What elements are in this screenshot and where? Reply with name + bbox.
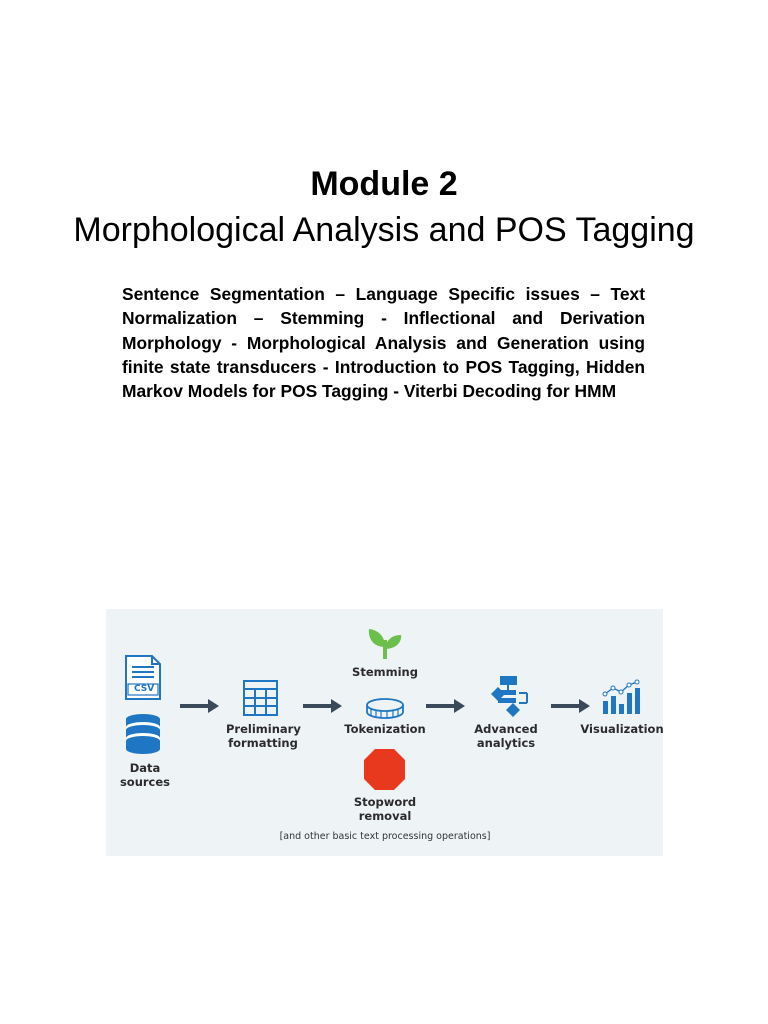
- label-data-sources: Data sources: [119, 761, 171, 789]
- csv-tag: CSV: [134, 684, 155, 694]
- flowchart-icon: [491, 676, 527, 717]
- label-preliminary-formatting: Preliminary formatting: [226, 722, 301, 750]
- module-title: Module 2: [310, 165, 458, 203]
- label-tokenization: Tokenization: [344, 722, 426, 736]
- pipeline-footnote: [and other basic text processing operations]: [279, 831, 491, 842]
- bar-chart-icon: [603, 680, 640, 714]
- token-stack-icon: [367, 699, 403, 718]
- text-processing-pipeline-figure: [106, 609, 663, 856]
- table-grid-icon: [244, 681, 277, 715]
- syllabus-paragraph: Sentence Segmentation – Language Specific issues – Text Normalization – Stemming - Inflectional and Derivation Morphology - Morphological Analysis and Generation using finite state transducers - Introduction to POS Tagging, Hidden Markov Models for POS Tagging - Viterbi Decoding for HMM: [122, 284, 645, 402]
- label-advanced-analytics: Advanced analytics: [474, 722, 538, 750]
- stop-sign-icon: [364, 749, 405, 790]
- sprout-icon: [369, 629, 401, 659]
- module-subtitle: Morphological Analysis and POS Tagging: [73, 211, 695, 249]
- label-stopword-removal: Stopword removal: [353, 795, 417, 823]
- database-icon: [126, 714, 160, 754]
- label-visualization: Visualization: [580, 722, 664, 736]
- label-stemming: Stemming: [352, 665, 418, 679]
